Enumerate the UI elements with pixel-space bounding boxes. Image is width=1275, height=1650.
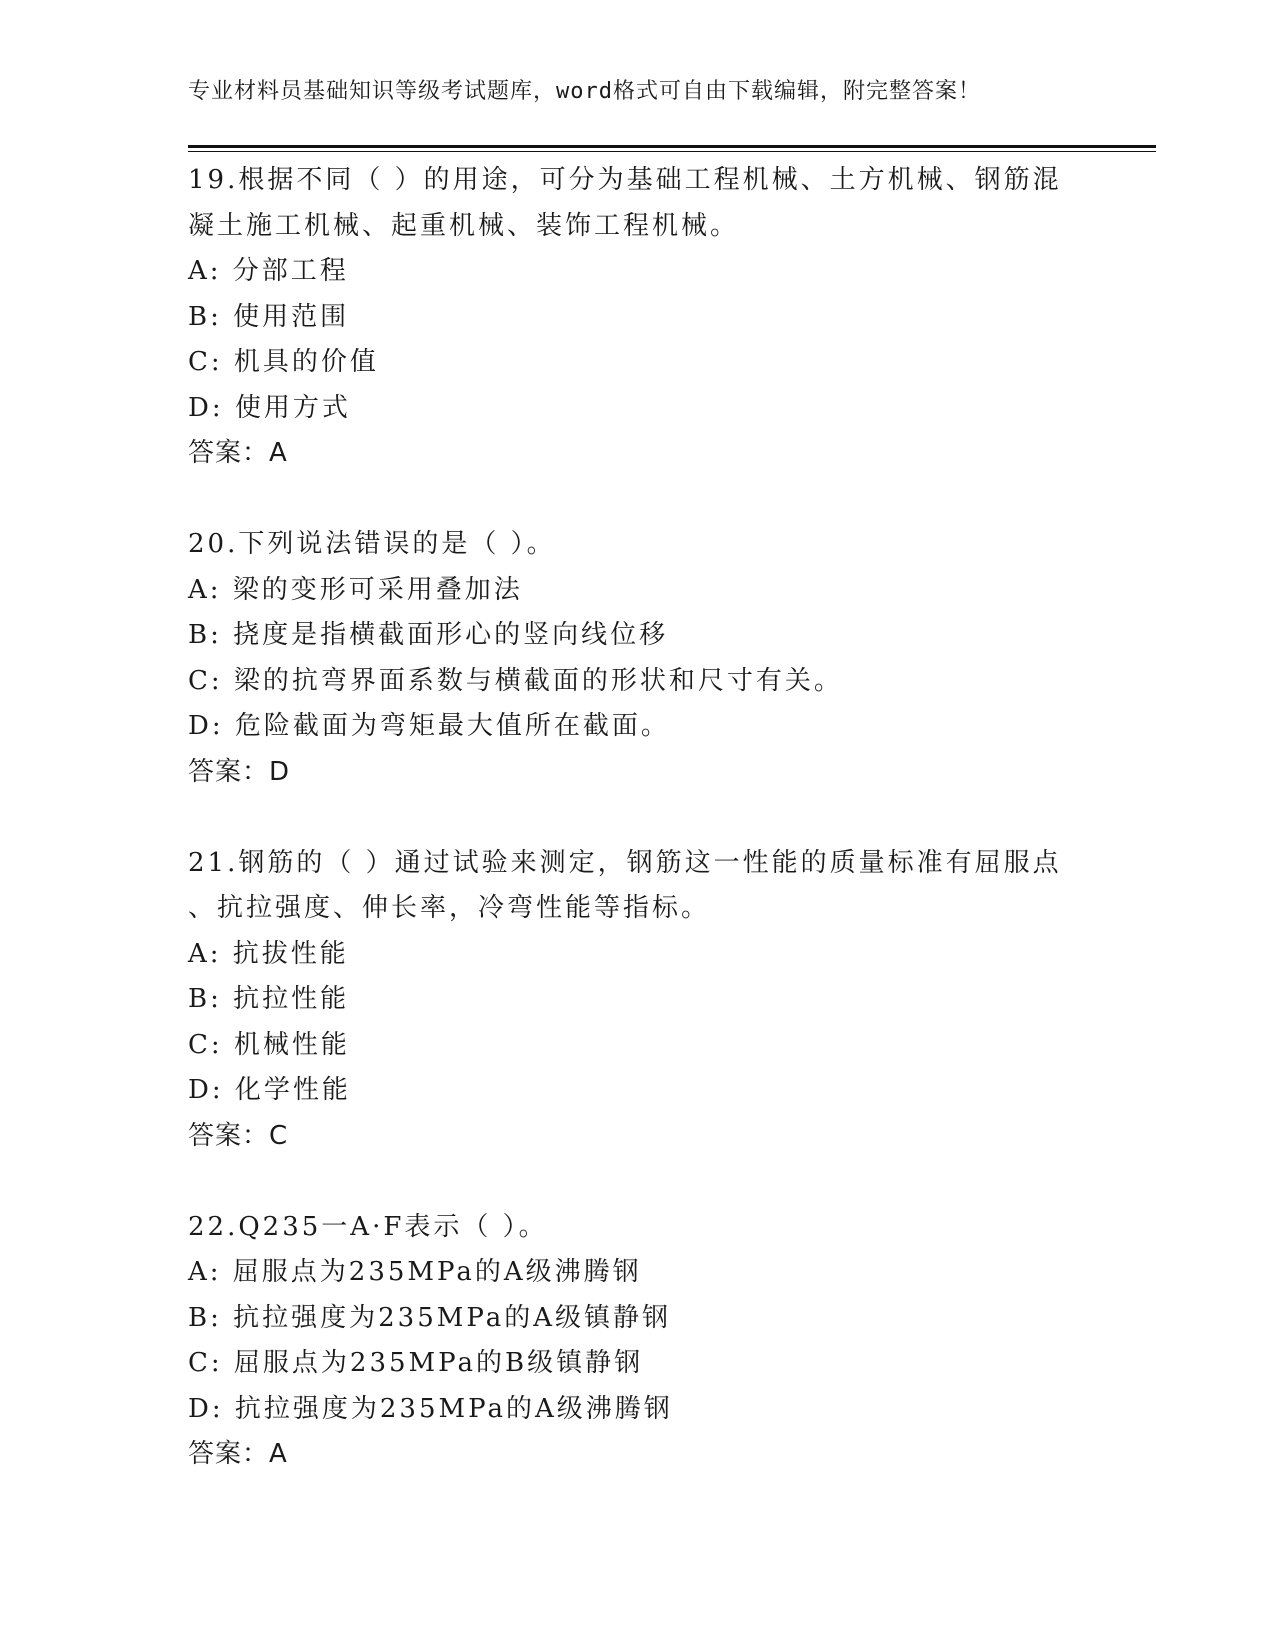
question-stem-continued: 、抗拉强度、伸长率，冷弯性能等指标。 [188, 893, 711, 923]
option-a: A: 梁的变形可采用叠加法 [188, 574, 523, 605]
question-stem: 22.Q235一A·F表示（ ）。 [188, 1211, 548, 1242]
question-stem: 21.钢筋的（ ）通过试验来测定，钢筋这一性能的质量标准有屈服点 [188, 847, 1062, 878]
question-stem: 20.下列说法错误的是（ ）。 [188, 529, 556, 559]
option-c: C: 机具的价值 [188, 347, 379, 377]
answer-line: 答案：D [188, 756, 291, 787]
question-20 [188, 522, 1088, 795]
option-b: B: 抗拉强度为235MPa的A级镇静钢 [188, 1302, 671, 1333]
page-header: 专业材料员基础知识等级考试题库，word格式可自由下载编辑，附完整答案！ [188, 79, 981, 104]
option-d: D: 危险截面为弯矩最大值所在截面。 [188, 711, 670, 741]
option-d: D: 使用方式 [188, 392, 351, 423]
option-c: C: 屈服点为235MPa的B级镇静钢 [188, 1348, 644, 1378]
option-b: B: 挠度是指横截面形心的竖向线位移 [188, 620, 669, 650]
answer-line: 答案：A [188, 1439, 288, 1469]
option-c: C: 机械性能 [188, 1029, 350, 1060]
answer-line: 答案：C [188, 1120, 289, 1151]
question-19 [188, 158, 1088, 477]
question-stem-continued: 凝土施工机械、起重机械、装饰工程机械。 [188, 210, 740, 241]
question-spacer [188, 477, 1088, 523]
option-a: A: 屈服点为235MPa的A级沸腾钢 [188, 1257, 642, 1287]
question-21 [188, 841, 1088, 1160]
option-d: D: 抗拉强度为235MPa的A级沸腾钢 [188, 1393, 673, 1424]
option-a: A: 抗拔性能 [188, 938, 349, 969]
question-spacer [188, 795, 1088, 841]
question-stem: 19.根据不同（ ）的用途，可分为基础工程机械、土方机械、钢筋混 [188, 165, 1062, 195]
header-divider [188, 145, 1156, 152]
answer-line: 答案：A [188, 438, 288, 468]
option-b: B: 使用范围 [188, 301, 350, 332]
option-a: A: 分部工程 [188, 256, 349, 286]
option-b: B: 抗拉性能 [188, 984, 350, 1014]
question-22 [188, 1205, 1088, 1478]
question-spacer [188, 1159, 1088, 1205]
question-list [188, 158, 1088, 1478]
option-c: C: 梁的抗弯界面系数与横截面的形状和尺寸有关。 [188, 665, 843, 696]
option-d: D: 化学性能 [188, 1075, 351, 1105]
